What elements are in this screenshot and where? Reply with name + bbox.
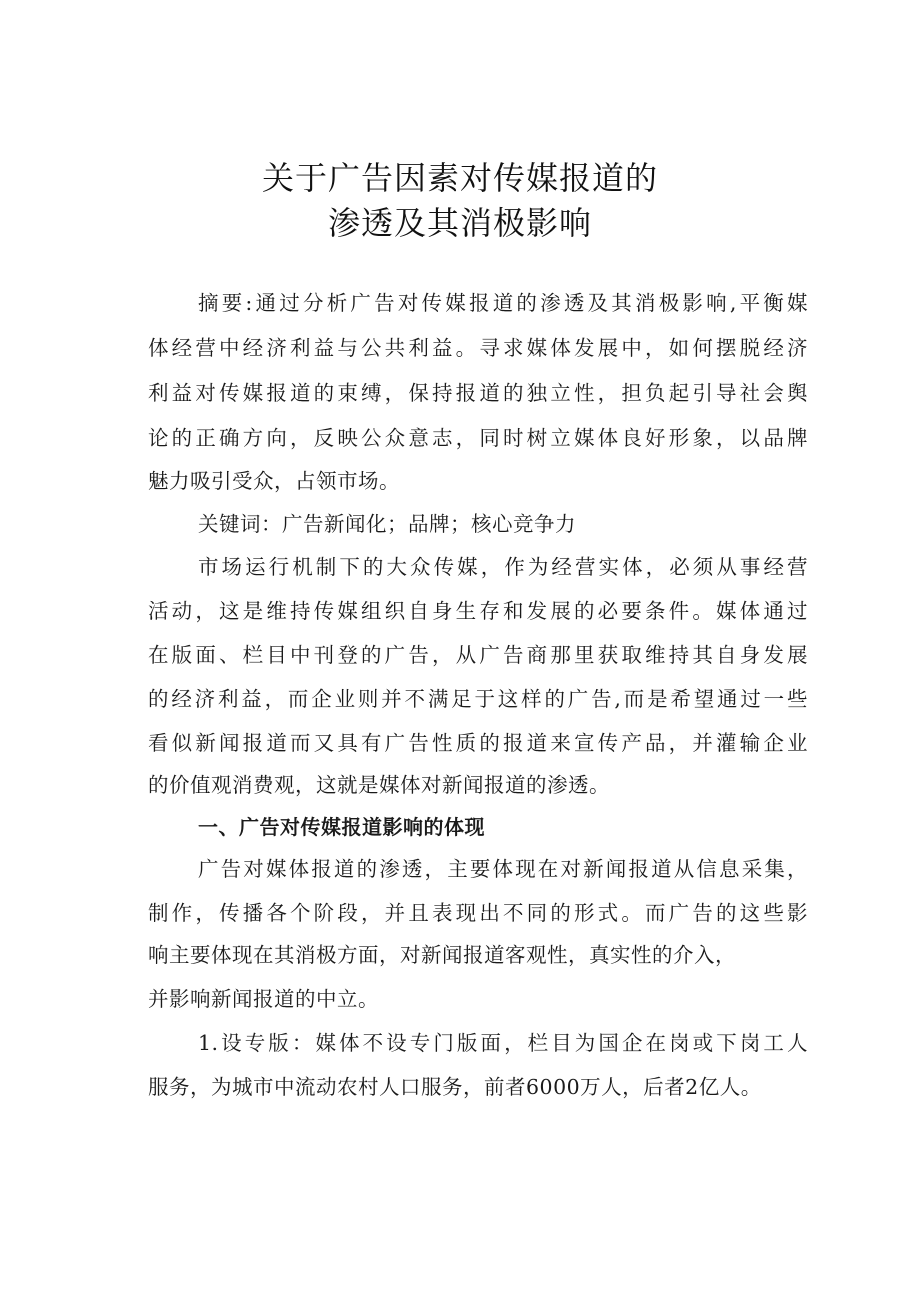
paragraph-line: 响主要体现在其消极方面，对新闻报道客观性，真实性的介入， xyxy=(148,943,736,967)
paragraph-line: 并影响新闻报道的中立。 xyxy=(148,987,379,1011)
paragraph-line: 的价值观消费观，这就是媒体对新闻报道的渗透。 xyxy=(148,773,610,797)
abstract-line: 利益对传媒报道的束缚，保持报道的独立性，担负起引导社会舆 xyxy=(148,381,808,405)
keywords-line: 关键词：广告新闻化；品牌；核心竞争力 xyxy=(198,512,576,536)
list-item-line: 1.设专版：媒体不设专门版面，栏目为国企在岗或下岗工人 xyxy=(198,1031,808,1055)
paragraph-line: 活动，这是维持传媒组织自身生存和发展的必要条件。媒体通过 xyxy=(148,599,808,623)
abstract-line: 摘要:通过分析广告对传媒报道的渗透及其消极影响,平衡媒 xyxy=(198,291,808,315)
abstract-line: 魅力吸引受众，占领市场。 xyxy=(148,469,400,493)
abstract-line: 论的正确方向，反映公众意志，同时树立媒体良好形象，以品牌 xyxy=(148,426,808,450)
list-item-line: 服务，为城市中流动农村人口服务，前者6000万人，后者2亿人。 xyxy=(148,1075,762,1099)
abstract-line: 体经营中经济利益与公共利益。寻求媒体发展中，如何摆脱经济 xyxy=(148,336,808,360)
paragraph-line: 广告对媒体报道的渗透，主要体现在对新闻报道从信息采集， xyxy=(198,857,808,881)
paragraph-line: 市场运行机制下的大众传媒，作为经营实体，必须从事经营 xyxy=(198,555,808,579)
paragraph-line: 制作，传播各个阶段，并且表现出不同的形式。而广告的这些影 xyxy=(148,901,808,925)
paragraph-line: 看似新闻报道而又具有广告性质的报道来宣传产品，并灌输企业 xyxy=(148,731,808,755)
section-heading: 一、广告对传媒报道影响的体现 xyxy=(198,815,485,839)
paragraph-line: 在版面、栏目中刊登的广告，从广告商那里获取维持其自身发展 xyxy=(148,643,808,667)
document-title-line-2: 渗透及其消极影响 xyxy=(327,204,592,242)
document-title-line-1: 关于广告因素对传媒报道的 xyxy=(261,159,658,197)
paragraph-line: 的经济利益，而企业则并不满足于这样的广告,而是希望通过一些 xyxy=(148,687,808,711)
